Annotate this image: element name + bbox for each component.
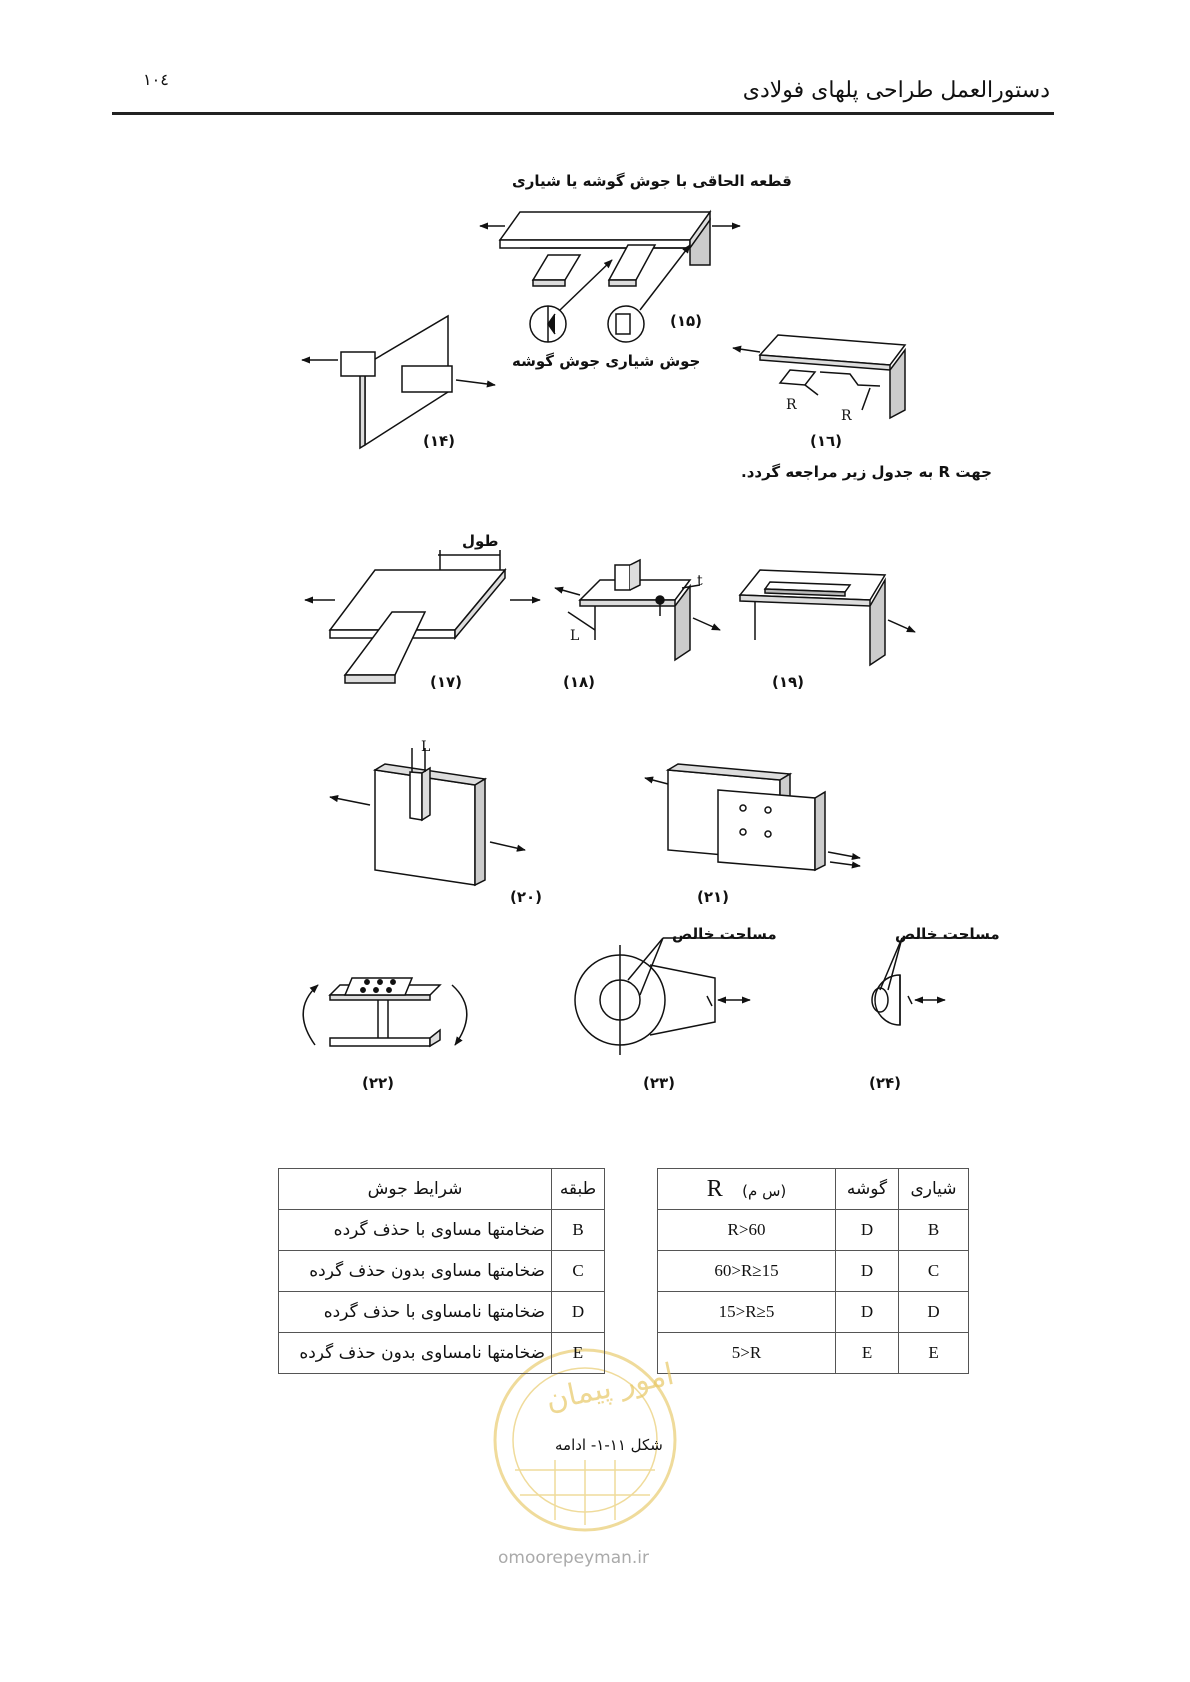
figure-18 (555, 560, 720, 660)
row-fillet: D (836, 1210, 899, 1251)
figure-24 (872, 938, 985, 1025)
fig20-number: (۲۰) (510, 888, 543, 906)
figure-caption: شکل ۱۱-۱- ادامه (555, 1436, 663, 1454)
table-row (658, 1251, 969, 1292)
fig16-number: (۱٦) (810, 432, 843, 450)
table-row (279, 1292, 605, 1333)
header-category: طبقه (552, 1169, 605, 1210)
fig16-note: جهت R به جدول زیر مراجعه گردد. (741, 463, 992, 481)
header-r-symbol: R (706, 1175, 723, 1202)
radius-category-table (657, 1168, 969, 1374)
row-category: E (552, 1333, 605, 1374)
fig17-number: (۱۷) (430, 673, 463, 691)
table-row (658, 1210, 969, 1251)
figure-23 (575, 938, 763, 1055)
row-groove: D (899, 1292, 969, 1333)
header-fillet: گوشه (836, 1169, 899, 1210)
row-fillet: E (836, 1333, 899, 1374)
watermark-logo-text: امور پیمان (542, 1356, 678, 1419)
fig16-r-label-2: R (841, 408, 852, 424)
fig18-t-label: t (697, 573, 703, 589)
row-category: B (552, 1210, 605, 1251)
header-r-unit: (س م) (742, 1181, 787, 1200)
row-conditions: ضخامتها مساوی با حذف گرده (279, 1210, 552, 1251)
row-groove: B (899, 1210, 969, 1251)
weld-conditions-table (278, 1168, 605, 1374)
fig24-number: (۲۴) (869, 1074, 902, 1092)
header-conditions: شرایط جوش (279, 1169, 552, 1210)
row-groove: E (899, 1333, 969, 1374)
fig18-l-label: L (570, 628, 580, 644)
table-row (279, 1333, 605, 1374)
page-number: ۱۰٤ (143, 70, 169, 89)
fig16-r-label-1: R (786, 397, 797, 413)
figure-19 (740, 570, 915, 665)
header-groove: شیاری (899, 1169, 969, 1210)
watermark-url: omoorepeyman.ir (498, 1548, 650, 1568)
row-r: 5>R (658, 1333, 836, 1374)
row-r: R>60 (658, 1210, 836, 1251)
table-row (279, 1210, 605, 1251)
row-conditions: ضخامتها مساوی بدون حذف گرده (279, 1251, 552, 1292)
row-conditions: ضخامتها نامساوی با حذف گرده (279, 1292, 552, 1333)
table-header-row (658, 1169, 969, 1210)
fig15-weld-types: جوش شیاری جوش گوشه (512, 352, 701, 370)
running-header-title: دستورالعمل طراحی پلهای فولادی (742, 78, 1050, 103)
row-r: 60>R≥15 (658, 1251, 836, 1292)
row-fillet: D (836, 1292, 899, 1333)
fig15-number: (۱۵) (670, 312, 703, 330)
row-category: D (552, 1292, 605, 1333)
fig20-l-label: L (421, 739, 431, 755)
figure-14 (302, 316, 495, 448)
fig19-number: (۱۹) (772, 673, 805, 691)
table-row (658, 1292, 969, 1333)
fig23-net-area: مساحت خالص (672, 925, 777, 943)
fig14-number: (۱۴) (423, 432, 456, 450)
fig24-net-area: مساحت خالص (895, 925, 1000, 943)
table-row (658, 1333, 969, 1374)
fig17-length-label: طول (462, 532, 499, 550)
row-conditions: ضخامتها نامساوی بدون حذف گرده (279, 1333, 552, 1374)
table-row (279, 1251, 605, 1292)
fig22-number: (۲۲) (362, 1074, 395, 1092)
figure-20 (330, 748, 525, 885)
figure-21 (645, 764, 860, 870)
fig23-number: (۲۳) (643, 1074, 676, 1092)
figure-17 (305, 550, 540, 683)
row-category: C (552, 1251, 605, 1292)
fig15-title: قطعه الحاقی با جوش گوشه یا شیاری (512, 172, 792, 190)
row-groove: C (899, 1251, 969, 1292)
row-r: 15>R≥5 (658, 1292, 836, 1333)
header-r (658, 1169, 836, 1210)
fig18-number: (۱۸) (563, 673, 596, 691)
fig21-number: (۲۱) (697, 888, 730, 906)
table-header-row (279, 1169, 605, 1210)
figure-22 (303, 978, 467, 1046)
row-fillet: D (836, 1251, 899, 1292)
figure-16 (733, 335, 905, 418)
